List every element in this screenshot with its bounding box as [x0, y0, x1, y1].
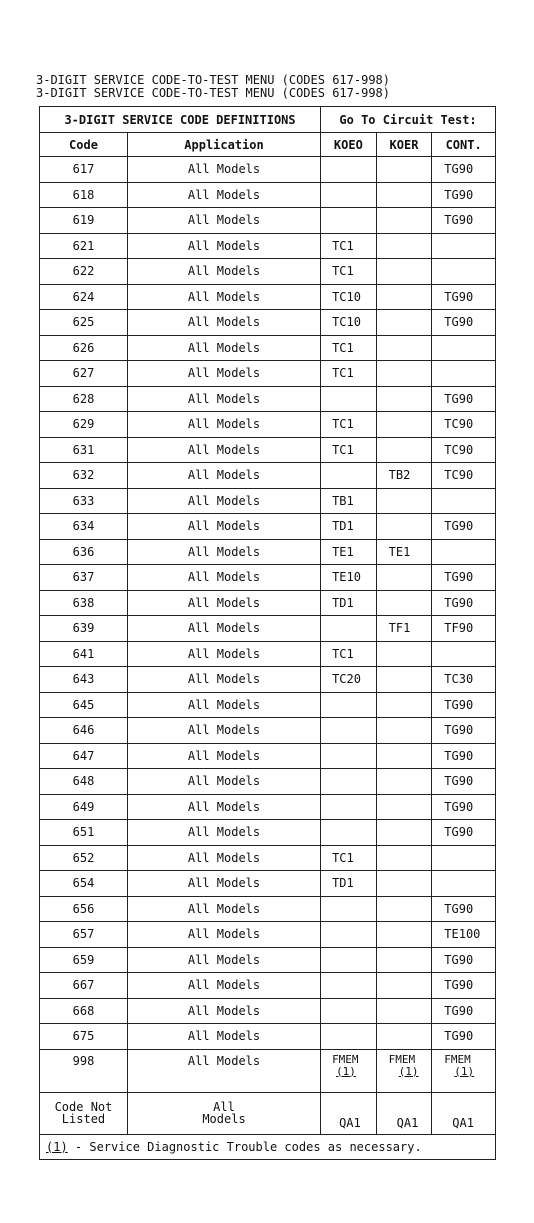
cell-app: All Models [127, 820, 320, 846]
cell-koer [376, 947, 432, 973]
cell-code: 618 [40, 182, 128, 208]
table-row [40, 208, 496, 234]
cell-cont [432, 871, 496, 897]
cell-code: 625 [40, 310, 128, 336]
footnote-ref: (1) [46, 1139, 68, 1154]
cell-code: 631 [40, 437, 128, 463]
cell-koeo: TE10 [321, 565, 377, 591]
cell-cont [432, 641, 496, 667]
cell-koer [376, 667, 432, 693]
cell-koeo [321, 769, 377, 795]
table-row [40, 973, 496, 999]
table-row [40, 1024, 496, 1050]
cell-koeo [321, 157, 377, 183]
cell-cont: QA1 [432, 1092, 496, 1134]
cell-cont [432, 845, 496, 871]
cell-app: All Models [127, 565, 320, 591]
cell-cont: TC30 [432, 667, 496, 693]
cell-app: All Models [127, 182, 320, 208]
koer-fmem: FMEM [388, 1052, 416, 1066]
table-row [40, 488, 496, 514]
table-row [40, 182, 496, 208]
cell-koeo [321, 182, 377, 208]
cell-code: 645 [40, 692, 128, 718]
cell-koer [376, 998, 432, 1024]
cell-cont: TG90 [432, 208, 496, 234]
cell-app: All Models [127, 539, 320, 565]
cell-koeo: TC1 [321, 233, 377, 259]
cell-app: All Models [127, 284, 320, 310]
cell-app: All Models [127, 157, 320, 183]
cell-code: 637 [40, 565, 128, 591]
cell-koer [376, 769, 432, 795]
cell-code: 632 [40, 463, 128, 489]
cell-koeo: QA1 [321, 1092, 377, 1134]
cell-app: All Models [127, 386, 320, 412]
cell-koeo [321, 743, 377, 769]
cell-code: 647 [40, 743, 128, 769]
code-not: Code Not [54, 1100, 113, 1114]
cell-app: All Models [127, 667, 320, 693]
cell-app: All Models [127, 743, 320, 769]
cell-koer [376, 1049, 432, 1092]
cell-cont: TC90 [432, 463, 496, 489]
cell-koeo: TC1 [321, 845, 377, 871]
table-row [40, 386, 496, 412]
cell-koer [376, 1024, 432, 1050]
cell-app: All Models [127, 208, 320, 234]
cell-koer [376, 820, 432, 846]
cell-cont [432, 1049, 496, 1092]
cell-koeo: TC1 [321, 335, 377, 361]
cell-koeo [321, 1024, 377, 1050]
cell-app: All Models [127, 310, 320, 336]
cell-koer [376, 718, 432, 744]
table-row [40, 463, 496, 489]
cell-cont: TG90 [432, 692, 496, 718]
cell-app: All Models [127, 361, 320, 387]
cell-koer [376, 335, 432, 361]
cell-cont [432, 488, 496, 514]
table-header-row-2 [40, 133, 496, 157]
cell-app: All Models [127, 769, 320, 795]
cell-koer [376, 871, 432, 897]
table-row [40, 233, 496, 259]
cell-app: All Models [127, 973, 320, 999]
cell-app: All Models [127, 794, 320, 820]
cell-code: 634 [40, 514, 128, 540]
footnote-row [40, 1134, 496, 1159]
table-row [40, 284, 496, 310]
cell-koer [376, 590, 432, 616]
cell-cont: TG90 [432, 794, 496, 820]
cell-code: 639 [40, 616, 128, 642]
table-row [40, 896, 496, 922]
table-row [40, 641, 496, 667]
cell-koeo [321, 616, 377, 642]
table-row [40, 437, 496, 463]
cell-cont: TG90 [432, 718, 496, 744]
cell-koeo: TC1 [321, 259, 377, 285]
cell-app: All Models [127, 590, 320, 616]
table-row [40, 310, 496, 336]
cell-koeo [321, 463, 377, 489]
cell-app: All Models [127, 335, 320, 361]
cell-koer [376, 896, 432, 922]
cell-code: 659 [40, 947, 128, 973]
footnote-text: - Service Diagnostic Trouble codes as necessary. [67, 1139, 422, 1154]
table-row [40, 820, 496, 846]
table-header-row-1 [40, 107, 496, 133]
table-row [40, 871, 496, 897]
col-header-application: Application [127, 133, 320, 157]
cell-code: 649 [40, 794, 128, 820]
cell-app: All Models [127, 1024, 320, 1050]
cell-koeo: TD1 [321, 514, 377, 540]
cell-koer [376, 259, 432, 285]
cell-app: All Models [127, 616, 320, 642]
cell-koer [376, 182, 432, 208]
cont-ref: (1) [454, 1064, 475, 1078]
cell-koer [376, 514, 432, 540]
cell-cont: TG90 [432, 565, 496, 591]
cell-cont: TG90 [432, 973, 496, 999]
table-row [40, 769, 496, 795]
cell-koer [376, 845, 432, 871]
table-row [40, 514, 496, 540]
cell-code: 627 [40, 361, 128, 387]
cell-code: 675 [40, 1024, 128, 1050]
cell-code: 628 [40, 386, 128, 412]
table-row [40, 335, 496, 361]
cell-code: 638 [40, 590, 128, 616]
app-models: Models [202, 1112, 246, 1126]
table-row [40, 412, 496, 438]
table-row [40, 259, 496, 285]
cell-code: 626 [40, 335, 128, 361]
table-row [40, 590, 496, 616]
cell-code: 619 [40, 208, 128, 234]
cell-cont: TC90 [432, 437, 496, 463]
cell-koeo: TC10 [321, 310, 377, 336]
cell-code: 657 [40, 922, 128, 948]
cell-cont: TG90 [432, 743, 496, 769]
cell-koeo [321, 794, 377, 820]
cell-code: 643 [40, 667, 128, 693]
cell-koer [376, 310, 432, 336]
cell-koeo [321, 896, 377, 922]
cell-cont: TF90 [432, 616, 496, 642]
table-row [40, 539, 496, 565]
cell-app: All Models [127, 514, 320, 540]
cell-koeo [321, 692, 377, 718]
cell-code: 998 [40, 1049, 128, 1092]
cell-app: All Models [127, 488, 320, 514]
cell-cont [432, 539, 496, 565]
page-title: 3-DIGIT SERVICE CODE-TO-TEST MENU (CODES 617-998) [36, 73, 391, 87]
cell-app: All Models [127, 692, 320, 718]
table-row-not-listed [40, 1092, 496, 1134]
cell-koer [376, 157, 432, 183]
cell-code: 654 [40, 871, 128, 897]
cell-code: 648 [40, 769, 128, 795]
cell-koer: QA1 [376, 1092, 432, 1134]
cell-code: 621 [40, 233, 128, 259]
cell-koeo: TC1 [321, 437, 377, 463]
table-row [40, 922, 496, 948]
cell-code [40, 1092, 128, 1134]
cell-koeo [321, 998, 377, 1024]
cell-koeo [321, 922, 377, 948]
koeo-ref: (1) [336, 1064, 356, 1078]
cell-cont: TG90 [432, 820, 496, 846]
cell-koer [376, 233, 432, 259]
table-row [40, 947, 496, 973]
cell-koeo: TB1 [321, 488, 377, 514]
cell-koeo: TD1 [321, 590, 377, 616]
cont-fmem: FMEM [444, 1052, 471, 1066]
cell-app: All Models [127, 845, 320, 871]
cell-koer [376, 565, 432, 591]
table-row-998 [40, 1049, 496, 1092]
cell-code: 656 [40, 896, 128, 922]
cell-koer [376, 922, 432, 948]
cell-app: All Models [127, 641, 320, 667]
cell-cont: TG90 [432, 1024, 496, 1050]
col-header-koer: KOER [376, 133, 432, 157]
cell-koeo [321, 386, 377, 412]
cell-koer [376, 641, 432, 667]
cell-cont: TG90 [432, 310, 496, 336]
cell-koer [376, 437, 432, 463]
code-listed: Listed [61, 1112, 106, 1126]
cell-cont [432, 233, 496, 259]
cell-app: All Models [127, 896, 320, 922]
table-row [40, 845, 496, 871]
table-row [40, 157, 496, 183]
cell-code: 624 [40, 284, 128, 310]
cell-cont: TG90 [432, 182, 496, 208]
cell-cont: TG90 [432, 514, 496, 540]
table-row [40, 361, 496, 387]
cell-koer [376, 692, 432, 718]
cell-app: All Models [127, 233, 320, 259]
cell-cont: TG90 [432, 157, 496, 183]
cell-application [127, 1092, 320, 1134]
cell-cont: TG90 [432, 386, 496, 412]
cell-code: 646 [40, 718, 128, 744]
cell-koeo [321, 973, 377, 999]
cell-koer [376, 284, 432, 310]
koeo-fmem: FMEM [332, 1052, 359, 1066]
cell-code: 652 [40, 845, 128, 871]
cell-koeo: TC1 [321, 641, 377, 667]
cell-code: 636 [40, 539, 128, 565]
cell-app: All Models [127, 412, 320, 438]
cell-koeo: TD1 [321, 871, 377, 897]
cell-koer: TF1 [376, 616, 432, 642]
cell-koer [376, 412, 432, 438]
table-row [40, 718, 496, 744]
cell-koeo: TC1 [321, 361, 377, 387]
cell-code: 668 [40, 998, 128, 1024]
cell-app: All Models [127, 437, 320, 463]
cell-app: All Models [127, 998, 320, 1024]
cell-koer [376, 743, 432, 769]
cell-koer: TB2 [376, 463, 432, 489]
cell-cont: TG90 [432, 284, 496, 310]
cell-koer [376, 794, 432, 820]
table-row [40, 998, 496, 1024]
cell-app: All Models [127, 922, 320, 948]
cell-app: All Models [127, 718, 320, 744]
koer-ref: (1) [398, 1064, 419, 1078]
cell-cont [432, 259, 496, 285]
table-row [40, 667, 496, 693]
cell-koeo [321, 718, 377, 744]
cell-koeo: TC20 [321, 667, 377, 693]
cell-koeo: TC1 [321, 412, 377, 438]
col-header-koeo: KOEO [321, 133, 377, 157]
cell-code: 633 [40, 488, 128, 514]
cell-cont [432, 361, 496, 387]
table-row [40, 565, 496, 591]
cell-code: 667 [40, 973, 128, 999]
cell-koer [376, 361, 432, 387]
cell-koer [376, 488, 432, 514]
cell-koeo [321, 947, 377, 973]
table-row [40, 794, 496, 820]
cell-koeo [321, 1049, 377, 1092]
cell-code: 641 [40, 641, 128, 667]
cell-cont: TG90 [432, 769, 496, 795]
cell-koer: TE1 [376, 539, 432, 565]
cell-app: All Models [127, 871, 320, 897]
cell-koeo: TC10 [321, 284, 377, 310]
app-all: All [213, 1100, 235, 1114]
header-definitions: 3-DIGIT SERVICE CODE DEFINITIONS [40, 107, 321, 133]
footnote [40, 1134, 496, 1159]
cell-code: 651 [40, 820, 128, 846]
table-row [40, 692, 496, 718]
col-header-cont: CONT. [432, 133, 496, 157]
cell-cont: TG90 [432, 896, 496, 922]
cell-koeo: TE1 [321, 539, 377, 565]
cell-cont: TE100 [432, 922, 496, 948]
cell-cont: TG90 [432, 947, 496, 973]
table-row [40, 616, 496, 642]
header-circuit-test: Go To Circuit Test: [321, 107, 496, 133]
cell-code: 617 [40, 157, 128, 183]
cell-koer [376, 208, 432, 234]
cell-cont: TG90 [432, 998, 496, 1024]
cell-application: All Models [127, 1049, 320, 1092]
cell-app: All Models [127, 947, 320, 973]
cell-code: 622 [40, 259, 128, 285]
cell-cont [432, 335, 496, 361]
cell-cont: TC90 [432, 412, 496, 438]
col-header-code: Code [40, 133, 128, 157]
table-row [40, 743, 496, 769]
service-code-table [39, 106, 496, 1160]
cell-koer [376, 386, 432, 412]
cell-koeo [321, 820, 377, 846]
cell-code: 629 [40, 412, 128, 438]
cell-koer [376, 973, 432, 999]
cell-app: All Models [127, 259, 320, 285]
cell-app: All Models [127, 463, 320, 489]
cell-koeo [321, 208, 377, 234]
page-title-repeat: 3-DIGIT SERVICE CODE-TO-TEST MENU (CODES 617-998) [36, 86, 391, 100]
cell-cont: TG90 [432, 590, 496, 616]
